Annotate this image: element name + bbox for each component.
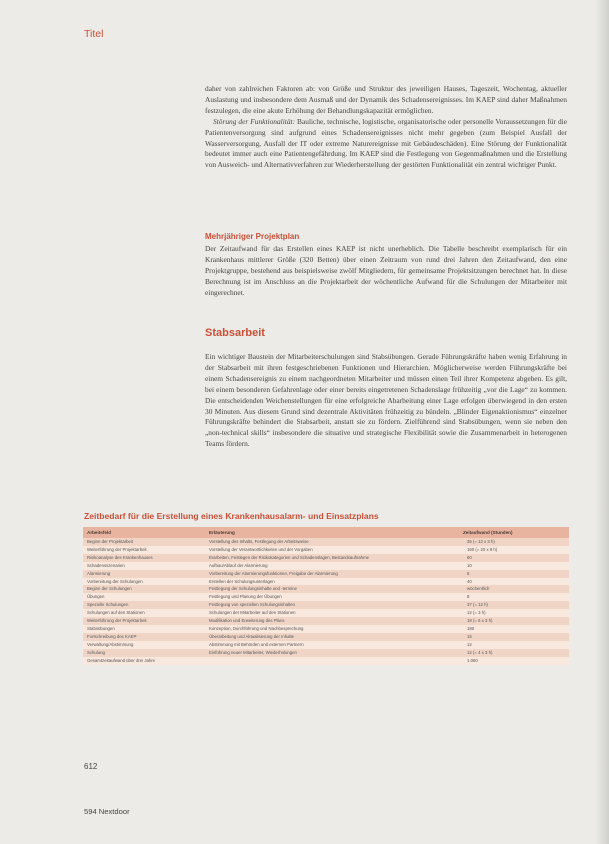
table-cell: 15: [459, 633, 569, 641]
table-row: [83, 578, 569, 586]
table-cell: Beginn der Projektarbeit: [83, 538, 205, 546]
table-cell: Aufbau/Ablauf der Alarmierung: [205, 562, 459, 570]
table-cell: 36 (= 12 x 3 h): [459, 538, 569, 546]
table-cell: Festlegung der Schulungsinhalte und -termine: [205, 585, 459, 593]
table-cell: Abstimmung mit Behörden und externen Partnern: [205, 641, 459, 649]
table-cell: Alarmierung: [83, 570, 205, 578]
table-cell: Schulungen auf den Stationen: [83, 609, 205, 617]
intro-paragraph-2-lead: Störung der Funktionalität:: [213, 116, 296, 126]
table-cell: Konzeption, Durchführung und Nachbesprechung: [205, 625, 459, 633]
table-cell: Gesamtzeitaufwand über drei Jahre: [83, 657, 205, 665]
table-header-cell: Zeitaufwand (Stunden): [459, 527, 569, 538]
table-row: [83, 562, 569, 570]
stabsarbeit-heading: Stabsarbeit: [205, 327, 265, 339]
table-cell: Verwaltung/Abstimmung: [83, 641, 205, 649]
table-cell: 12 (= 3 h): [459, 609, 569, 617]
table-cell: Festlegung und Planung der Übungen: [205, 593, 459, 601]
intro-text: [205, 84, 567, 171]
project-plan-heading: Mehrjähriger Projektplan: [205, 232, 300, 241]
table-cell: Spezielle Schulungen: [83, 601, 205, 609]
table-cell: 160 (= 20 x 8 h): [459, 546, 569, 554]
table-cell: 10: [459, 562, 569, 570]
table-row: [83, 625, 569, 633]
table-cell: 1.060: [459, 657, 569, 665]
table-row: [83, 593, 569, 601]
page-header-title: Titel: [84, 28, 104, 40]
table-cell: 60: [459, 554, 569, 562]
table-row: [83, 601, 569, 609]
project-plan-text: Der Zeitaufwand für das Erstellen eines KAEP ist nicht unerheblich. Die Tabelle beschreibt exemplarisch für ein Krankenhaus mittlerer Größe (320 Betten) über einen Zeitraum von rund drei Jahren den Zeitaufwand, den eine Projektgruppe, bestehend aus beispielsweise zwölf Mitgliedern, für gemeinsame Projektsitzungen berechnet hat. In diese Berechnung ist im Anschluss an die Projektarbeit der wöchentliche Aufwand für die Schulungen der Mitarbeiter mit eingerechnet.: [205, 244, 567, 297]
table-cell: Festlegung von speziellen Schulungsinhalten: [205, 601, 459, 609]
table-row: [83, 633, 569, 641]
table-cell: Überarbeitung und Aktualisierung der Inhalte: [205, 633, 459, 641]
table-cell: Vorstellung des Inhalts, Festlegung der Arbeitsweise: [205, 538, 459, 546]
table-row: [83, 570, 569, 578]
table-header-cell: Arbeitsfeld: [83, 527, 205, 538]
stabsarbeit-text: Ein wichtiger Baustein der Mitarbeiterschulungen sind Stabsübungen. Gerade Führungskräfte haben wenig Erfahrung in der Stabsarbeit mit ihren festgeschriebenen Funktionen und Hierarchien. Möglicherweise werden Führungskräfte bei einem Schadensereignis zu einem nachgeordneten Mitarbeiter und müssen einen Teil ihrer Kompetenz abgeben. Es gilt, bei einem besonderen Gefahrenlage oder einer bereits eingetretenen Schadenslage frühzeitig „vor die Lage“ zu kommen. Die entscheidenden Weichenstellungen für eine erfolgreiche Abarbeitung einer Lage erfolgen überwiegend in den ersten 30 Minuten. Aus diesem Grund sind dezentrale Aktivitäten frühzeitig zu bündeln. „Blinder Eigenaktionismus“ einzelner Führungskräfte behindert die Stabsarbeit, anstatt sie zu fördern. Zielführend sind Stabsübungen, wenn sie neben den „non-technical skills“ insbesondere die situative und strategische Flexibilität sowie die Zusammenarbeit in heterogenen Teams fördern.: [205, 352, 567, 449]
table-row: [83, 554, 569, 562]
table-row: [83, 585, 569, 593]
table-cell: Beginn der Schulungen: [83, 585, 205, 593]
intro-paragraph-2: [205, 117, 567, 172]
table-cell: Fortschreibung des KAEP: [83, 633, 205, 641]
table-cell: Erarbeiten, Festlegen der Risikokategorien und Schadenslagen, Bestandsaufnahme: [205, 554, 459, 562]
table-cell: Einführung neuer Mitarbeiter, Wiederholungen: [205, 649, 459, 657]
table-cell: Stabsübungen: [83, 625, 205, 633]
intro-paragraph-2-body: Bauliche, technische, logistische, organisatorische oder personelle Voraussetzungen für die Patientenversorgung sind aufgrund eines Schadensereignisses nicht mehr gegeben (zum Beispiel Ausfall der Wasserversorgung, Ausfall der IT oder extreme Naturereignisse mit Gebäudeschäden). Eine Störung der Funktionalität bedeutet immer auch eine Patientengefährdung. Im KAEP sind die Festlegung von Gegenmaßnahmen und die Erstellung von Ausweich- und Alternativverfahren zur Wiederherstellung der gestörten Funktionalität ein zentral wichtiger Punkt.: [205, 116, 568, 170]
page-number: 612: [84, 762, 98, 771]
table-cell: Modifikation und Erweiterung des Plans: [205, 617, 459, 625]
table-cell: 180: [459, 625, 569, 633]
time-requirement-table: [83, 527, 569, 665]
table-cell: 12 (= 4 x 3 h): [459, 649, 569, 657]
table-row: [83, 546, 569, 554]
table-cell: 40: [459, 578, 569, 586]
table-cell: Vorbereitung der Alarmierungsfunktionen, Freigabe der Alarmierung: [205, 570, 459, 578]
table-cell: Übungen: [83, 593, 205, 601]
table-cell: Erstellen der Schulungsunterlagen: [205, 578, 459, 586]
table-cell: Weiterführung der Projektarbeit: [83, 546, 205, 554]
table-cell: [205, 657, 459, 665]
table-row: [83, 649, 569, 657]
table-header-row: [83, 527, 569, 538]
table-cell: 18 (= 6 x 3 h): [459, 617, 569, 625]
table-row: [83, 641, 569, 649]
table-row: [83, 538, 569, 546]
table-cell: 12: [459, 641, 569, 649]
table-cell: Vorstellung der Verantwortlichkeiten und der Vorgaben: [205, 546, 459, 554]
page-footer: 594 Nextdoor: [84, 807, 130, 816]
table-cell: Vorbereitung der Schulungen: [83, 578, 205, 586]
table-cell: wöchentlich: [459, 585, 569, 593]
table-title: Zeitbedarf für die Erstellung eines Krankenhausalarm- und Einsatzplans: [84, 511, 379, 521]
table-cell: Schulung: [83, 649, 205, 657]
table-cell: Schadensszenarien: [83, 562, 205, 570]
intro-paragraph-1: daher von zahlreichen Faktoren ab: von Größe und Struktur des jeweiligen Hauses, Tageszeit, Wochentag, aktueller Auslastung und insbesondere dem Ausmaß und der Dynamik des Schadensereignisses. Im KAEP sind daher Maßnahmen festzulegen, die eine akute Erhöhung der Behandlungskapazität ermöglichen.: [205, 84, 567, 115]
table-cell: 8: [459, 593, 569, 601]
table-row: [83, 617, 569, 625]
table-cell: Risikoanalyse des Krankenhauses: [83, 554, 205, 562]
table-row: [83, 609, 569, 617]
table-cell: Schulungen der Mitarbeiter auf den Stationen: [205, 609, 459, 617]
table-header-cell: Erläuterung: [205, 527, 459, 538]
table-row: [83, 657, 569, 665]
table-cell: 6: [459, 570, 569, 578]
table-cell: Weiterführung der Projektarbeit: [83, 617, 205, 625]
table-cell: 37 (= 12 h): [459, 601, 569, 609]
